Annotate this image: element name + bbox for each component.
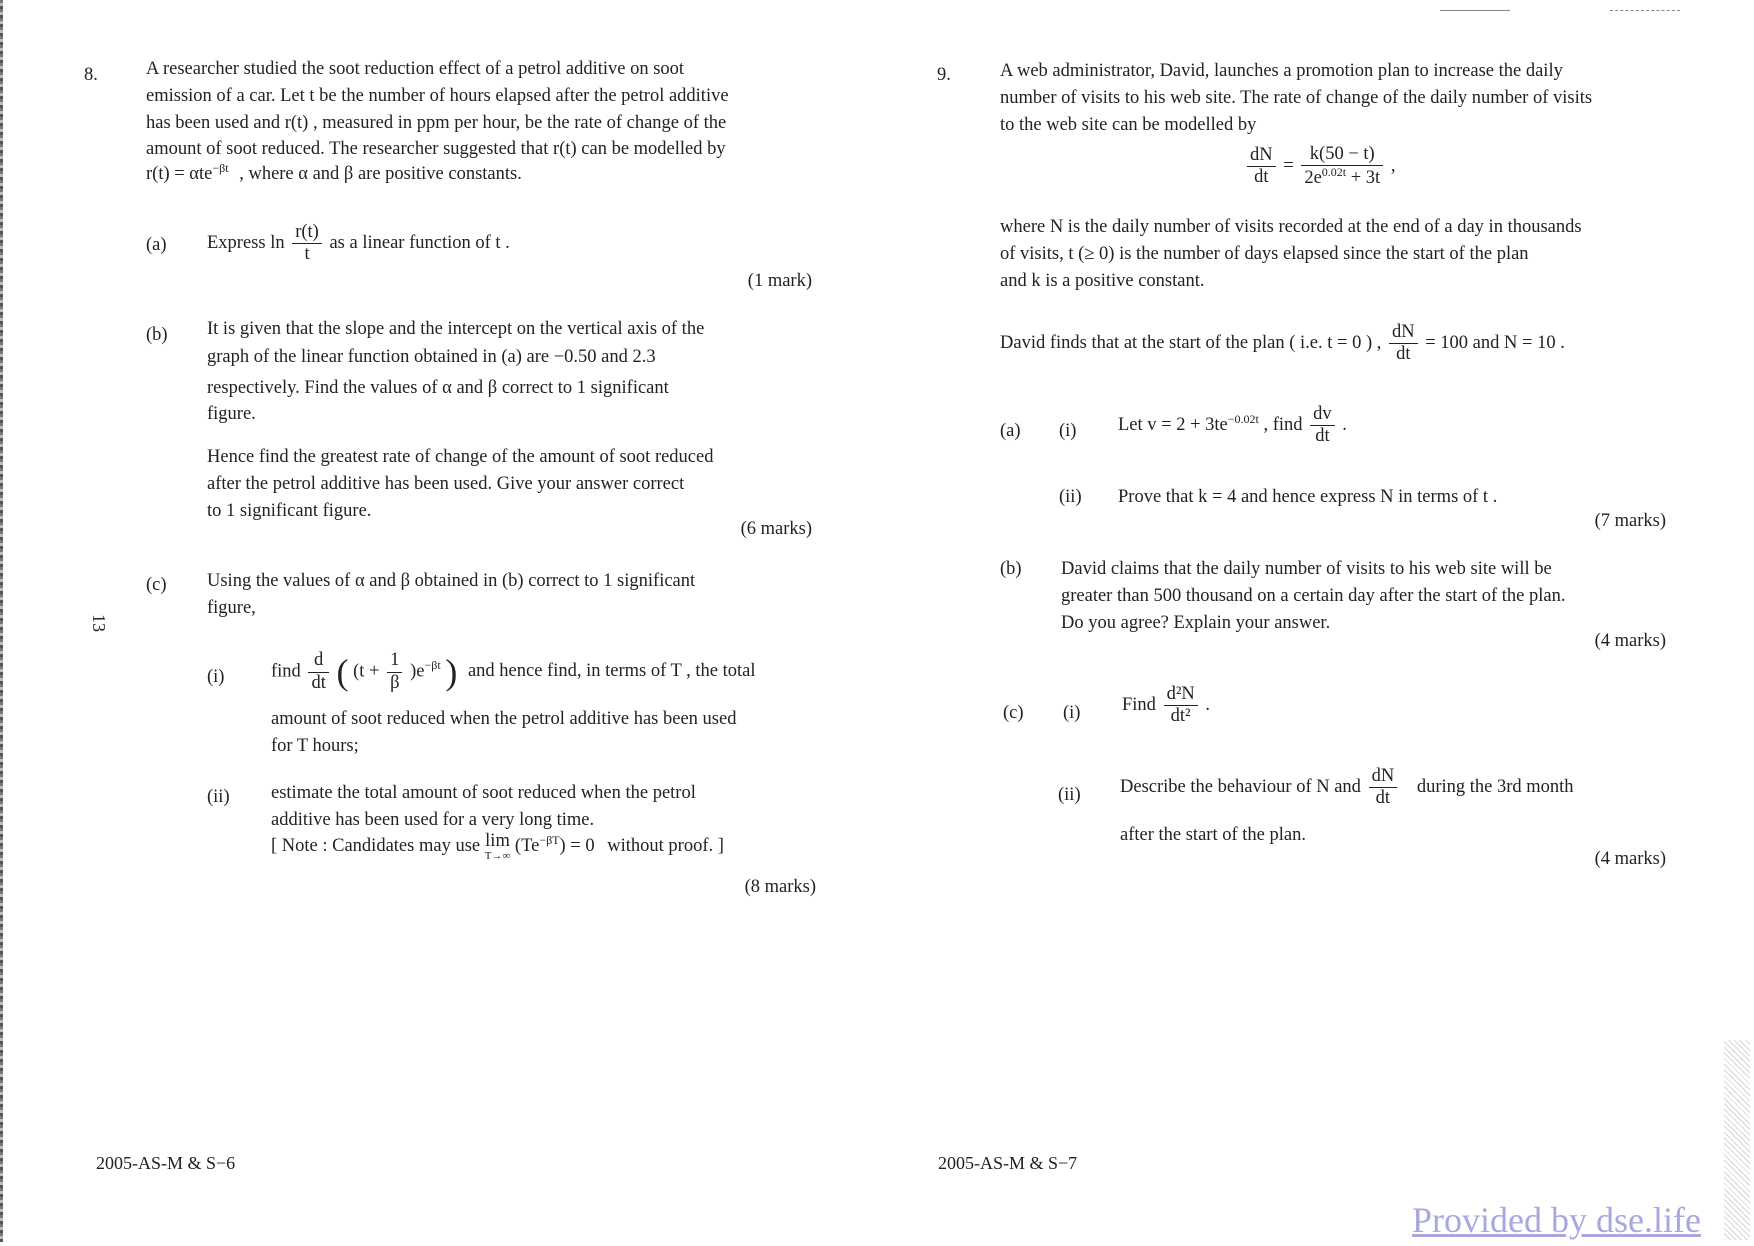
fraction: $\frac{dN}{dt}$	[1389, 322, 1418, 366]
note: [ Note : Candidates may use lim T→∞ $(Te^{-\beta T}) = 0$ without proof. ]	[271, 831, 724, 862]
sub-part-label: (ii)	[207, 787, 230, 807]
paren: (	[336, 652, 349, 692]
intro-line: amount of soot reduced. The researcher suggested that r(t) can be modelled by	[146, 139, 726, 160]
fraction: $\frac{k(50 - t)}{2e^{0.02t} + 3t}$	[1301, 144, 1383, 190]
sub-part-label: (ii)	[1059, 487, 1082, 507]
part-c-ii-text: Describe the behaviour of N and $\frac{dN}{dt}$ during the 3rd month	[1120, 766, 1574, 809]
marks: (8 marks)	[744, 877, 816, 897]
part-b-text: It is given that the slope and the intercept on the vertical axis of the graph of the linear function obtained in (a) are −0.50 and 2.3 respectively. Find the values of α and β correct to 1 significant figure.	[207, 319, 705, 425]
sub-part-label: (i)	[1059, 421, 1077, 441]
intro-line: A researcher studied the soot reduction effect of a petrol additive on soot	[146, 59, 685, 79]
intro-line: emission of a car. Let t be the number of hours elapsed after the petrol additive	[146, 85, 729, 106]
question-8-intro	[146, 56, 814, 163]
part-a-text	[207, 222, 510, 266]
sub-part-label: (ii)	[1058, 785, 1081, 805]
formula-exponent: −βt	[212, 161, 229, 175]
part-c-ii-text: estimate the total amount of soot reduced when the petrol additive has been used for a very long time.	[271, 783, 696, 830]
part-c-i-text-2: amount of soot reduced when the petrol additive has been used for T hours;	[271, 709, 737, 756]
sub-part-label: (i)	[207, 667, 225, 687]
initial-conditions: David finds that at the start of the plan ( i.e. t = 0 ) , $\frac{dN}{dt}$ = 100 and N = 10 .	[1000, 322, 1565, 365]
side-page-number: 13	[89, 614, 110, 633]
marks: (4 marks)	[1594, 631, 1666, 651]
question-number: 8.	[84, 65, 98, 85]
scan-mark	[1440, 10, 1510, 11]
part-label: (b)	[146, 325, 168, 345]
part-b-text-2: Hence find the greatest rate of change of the amount of soot reduced after the petrol additive has been used. Give your answer correct to 1 significant figure.	[207, 447, 714, 521]
marks: (7 marks)	[1594, 511, 1666, 531]
intro-line: has been used and r(t) , measured in ppm per hour, be the rate of change of the	[146, 112, 727, 133]
part-c-i-text: Find $\frac{\text{d²N}}{\text{dt²}}$ .	[1122, 684, 1210, 727]
part-c-text: Using the values of α and β obtained in (b) correct to 1 significant figure,	[207, 571, 696, 618]
marks: (6 marks)	[740, 519, 812, 539]
part-c-i-text: find $\frac{d}{dt}$ ( (t + $\frac{1}{\beta}$ )$e^{-\beta t}$ ) and hence find, in terms of T , the total	[271, 650, 756, 693]
formula-tail: , where α and β are positive constants.	[239, 164, 522, 185]
scan-mark	[1610, 10, 1680, 11]
fraction: $\frac{r(t)}{t}$	[292, 222, 322, 266]
part-label: (c)	[1003, 703, 1024, 723]
where-text: where N is the daily number of visits recorded at the end of a day in thousands of visits, t (≥ 0) is the number of days elapsed since the start of the plan and k is a positive constant.	[1000, 217, 1582, 291]
part-a-ii-text: Prove that k = 4 and hence express N in terms of t .	[1118, 487, 1498, 507]
text: as a linear function of t .	[329, 233, 510, 254]
model-formula	[146, 160, 522, 188]
part-label: (a)	[1000, 421, 1021, 441]
fraction: $\frac{1}{\beta}$	[387, 650, 402, 694]
text: Express ln	[207, 233, 285, 254]
watermark-link[interactable]: Provided by dse.life	[1412, 1200, 1701, 1240]
scan-left-edge	[0, 0, 3, 1242]
rate-equation: $\frac{dN}{dt}$ = $\frac{k(50 - t)}{2e^{0.02t} + 3t}$ ,	[1244, 144, 1395, 190]
paren: )	[445, 652, 458, 692]
part-a-i-text: Let $v = 2 + 3te^{-0.02t}$ , find $\frac{dv}{dt}$ .	[1118, 404, 1347, 447]
question-number: 9.	[937, 65, 951, 85]
part-label: (a)	[146, 235, 167, 255]
fraction: $\frac{dN}{dt}$	[1247, 145, 1276, 189]
fraction: $\frac{d}{dt}$	[308, 650, 328, 694]
page-footer: 2005-AS-M & S−7	[938, 1153, 1078, 1173]
limit: lim T→∞	[484, 831, 511, 862]
formula-text: r(t) = αte	[146, 164, 213, 185]
part-label: (c)	[146, 575, 167, 595]
sub-part-label: (i)	[1063, 703, 1081, 723]
part-c-ii-text-2: after the start of the plan.	[1120, 825, 1306, 845]
page-footer: 2005-AS-M & S−6	[96, 1153, 236, 1173]
question-9-intro: A web administrator, David, launches a promotion plan to increase the daily number of visits to his web site. The rate of change of the daily number of visits to the web site can be modelled by	[1000, 61, 1593, 135]
fraction: $\frac{\text{d²N}}{\text{dt²}}$	[1164, 684, 1198, 728]
part-label: (b)	[1000, 559, 1022, 579]
fraction: $\frac{dv}{dt}$	[1310, 404, 1335, 448]
marks: (4 marks)	[1594, 849, 1666, 869]
part-b-text: David claims that the daily number of visits to his web site will be greater than 500 thousand on a certain day after the start of the plan. Do you agree? Explain your answer.	[1061, 559, 1566, 633]
marks: (1 mark)	[747, 271, 812, 291]
fraction: $\frac{dN}{dt}$	[1369, 766, 1398, 810]
scan-right-edge-noise	[1724, 1040, 1750, 1240]
